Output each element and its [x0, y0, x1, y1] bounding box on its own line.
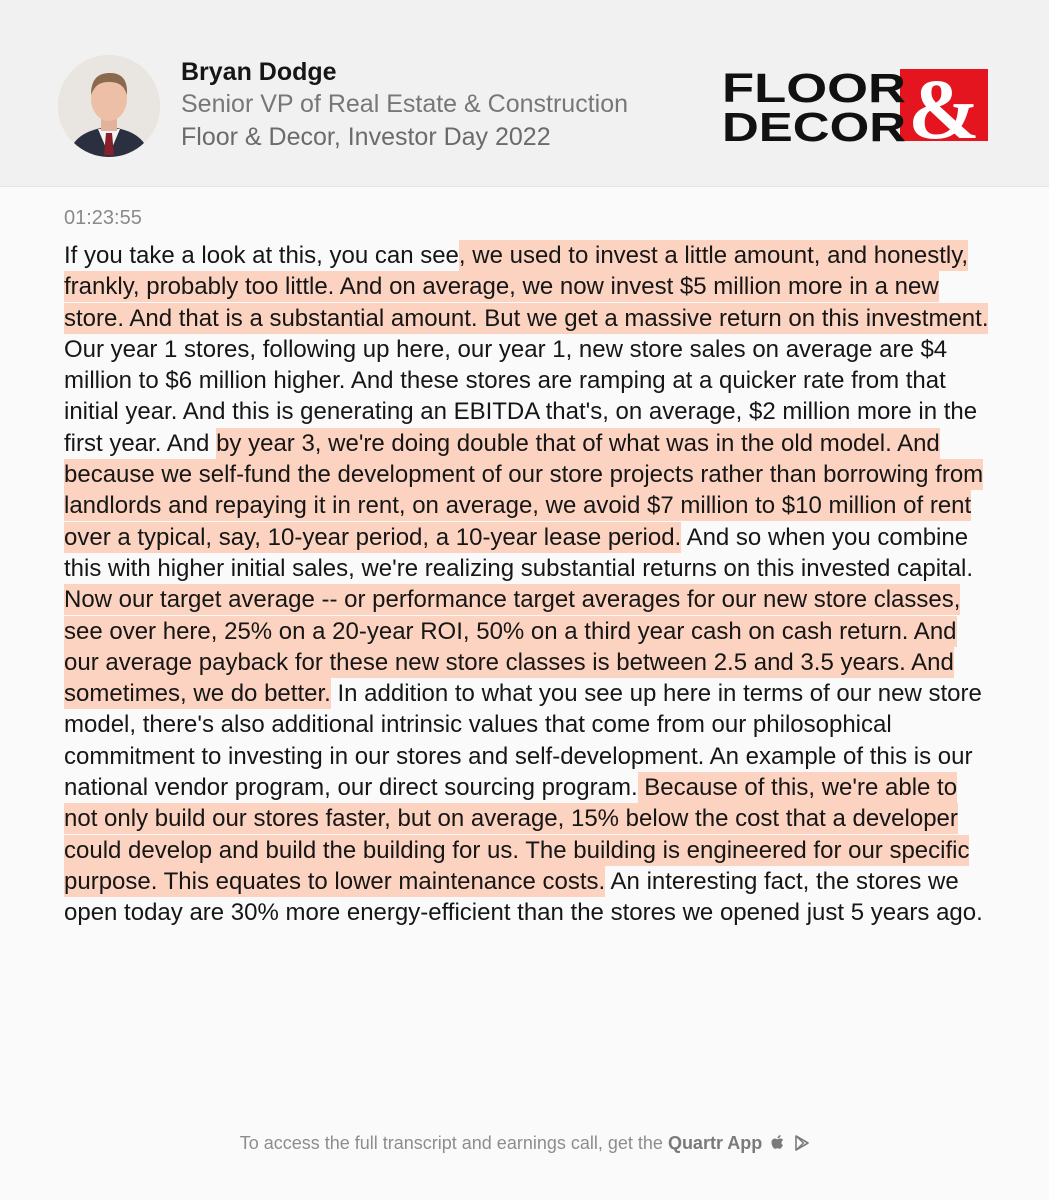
transcript-segment: An interesting fact, the stores we open today are 30% more energy-efficient than the stores we opened just 5 years ago. [64, 867, 983, 927]
event-title: Floor & Decor, Investor Day 2022 [181, 123, 551, 151]
highlighted-segment: Now our target average -- or performance target averages for our new store classes, see over here, 25% on a 20-year ROI, 50% on a third year cash on cash return. And our average payback for these new store classes is between 2.5 and 3.5 years. And sometimes, we do better. [64, 586, 961, 708]
transcript-body [64, 240, 990, 929]
speaker-header [0, 0, 1049, 187]
logo-ampersand: & [908, 66, 980, 142]
highlighted-segment: , we used to invest a little amount, and honestly, frankly, probably too little. And on average, we now invest $5 million more in a new store. And that is a substantial amount. But we get a massive return on this investment. [64, 242, 989, 332]
speaker-role: Senior VP of Real Estate & Construction [181, 90, 628, 118]
footer-cta [0, 1133, 1049, 1156]
logo-line2: DECOR [722, 104, 906, 142]
transcript-segment: And so when you combine this with higher initial sales, we're realizing substantial returns on this invested capital. [64, 523, 974, 582]
logo-line1: FLOOR [722, 66, 906, 111]
footer-text: To access the full transcript and earnings call, get the [239, 1133, 663, 1153]
quartr-app-link[interactable]: Quartr App [667, 1133, 763, 1153]
transcript-segment: In addition to what you see up here in terms of our new store model, there's also additional intrinsic values that come from our philosophical commitment to investing in our stores and self-development. An example of this is our national vendor program, our direct sourcing program. [64, 680, 982, 802]
highlighted-segment: by year 3, we're doing double that of what was in the old model. And because we self-fund the development of our store projects rather than borrowing from landlords and repaying it in rent, on average, we avoid $7 million to $10 million of rent over a typical, say, 10-year period, a 10-year lease period. [64, 429, 984, 551]
play-store-icon[interactable] [795, 1135, 809, 1156]
transcript-segment: Our year 1 stores, following up here, our year 1, new store sales on average are $4 million to $6 million higher. And these stores are ramping at a quicker rate from that initial year. And this is generating an EBITDA that's, on average, $2 million more in the first year. And [64, 335, 978, 457]
speaker-avatar [58, 55, 160, 157]
transcript-timestamp: 01:23:55 [64, 207, 142, 229]
apple-icon[interactable] [771, 1134, 786, 1156]
company-logo [722, 66, 988, 142]
speaker-name: Bryan Dodge [181, 58, 337, 86]
transcript-segment: If you take a look at this, you can see [64, 242, 459, 269]
highlighted-segment: Because of this, we're able to not only build our stores faster, but on average, 15% below the cost that a developer could develop and build the building for us. The building is engineered for our specific purpose. This equates to lower maintenance costs. [64, 774, 970, 895]
